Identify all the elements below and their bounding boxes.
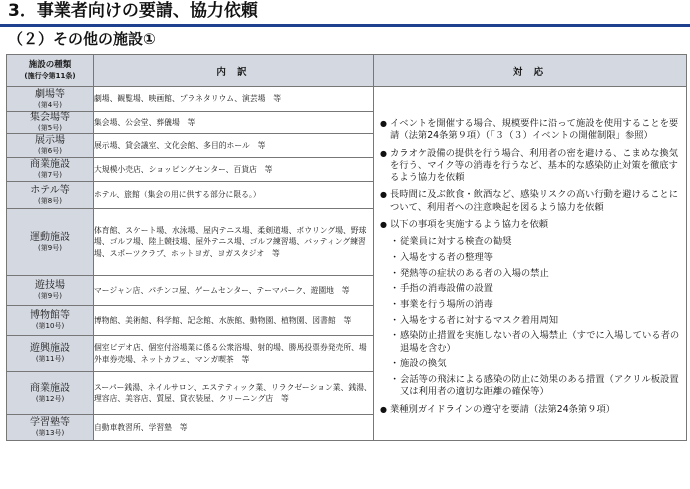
facility-article-label: (第9号): [38, 292, 62, 300]
facility-article-label: (第5号): [38, 124, 62, 132]
sub-bullet-mark: ・: [390, 267, 400, 279]
column-header-detail: 内 訳: [94, 55, 374, 87]
facility-type-label: ホテル等: [30, 184, 70, 196]
response-bullet-body: [390, 148, 682, 185]
facility-type-cell: [7, 158, 94, 182]
facility-detail-cell: 体育館、スケート場、水泳場、屋内テニス場、柔剣道場、ボウリング場、野球場、ゴルフ場、陸上競技場、屋外テニス場、ゴルフ練習場、バッティング練習場、スポーツクラブ、ホットヨガ、ヨガスタジオ 等: [94, 209, 374, 276]
facility-type-label: 遊興施設: [30, 343, 70, 354]
response-sub-item: [380, 374, 682, 399]
response-sub-text: 入場をする者の整理等: [400, 252, 493, 264]
response-sub-item: [380, 283, 682, 295]
facility-article-label: (第10号): [35, 322, 65, 330]
facility-article-label: (第11号): [35, 355, 65, 363]
facility-detail-cell: 自動車教習所、学習塾 等: [94, 415, 374, 441]
response-bullet: [380, 148, 682, 185]
facility-type-cell: [7, 336, 94, 372]
response-bullet: [380, 404, 682, 416]
title-divider: [0, 24, 690, 27]
response-bullet-text: 以下の事項を実施するよう協力を依頼: [390, 219, 549, 231]
sub-bullet-mark: ・: [390, 314, 400, 326]
sub-bullet-mark: ・: [390, 330, 400, 342]
response-bullet-body: [390, 189, 682, 214]
response-bullet-text: 長時間に及ぶ飲食・飲酒など、感染リスクの高い行動を避けることについて、利用者への注意喚起を図るよう協力を依頼: [390, 189, 679, 213]
response-sub-text: 入場をする者に対するマスク着用周知: [400, 314, 559, 326]
sub-bullet-mark: ・: [390, 283, 400, 295]
facility-type-label: 劇場等: [35, 88, 65, 100]
facility-detail-cell: スーパー銭湯、ネイルサロン、エステティック業、リラクゼーション業、銭湯、理容店、美容店、質屋、貸衣装屋、クリーニング店 等: [94, 372, 374, 415]
facility-type-cell: [7, 372, 94, 415]
facility-type-label: 商業施設: [30, 382, 70, 394]
sub-bullet-mark: ・: [390, 358, 400, 370]
response-bullet: [380, 219, 682, 231]
response-bullet: [380, 118, 682, 143]
section-subtitle: （２）その他の施設①: [8, 30, 156, 48]
facility-type-label: 遊技場: [35, 280, 65, 291]
column-header-type-label: 施設の種類: [28, 59, 72, 70]
facility-type-label: 商業施設: [30, 159, 70, 170]
facility-type-cell: [7, 182, 94, 209]
response-sub-text: 施設の換気: [400, 358, 447, 370]
response-sub-text: 発熱等の症状のある者の入場の禁止: [400, 267, 549, 279]
facility-article-label: (第4号): [38, 100, 62, 109]
facility-type-label: 運動施設: [30, 231, 70, 243]
facility-detail-cell: ホテル、旅館（集会の用に供する部分に限る。）: [94, 182, 374, 209]
page-title: 3．事業者向けの要請、協力依頼: [8, 1, 258, 21]
response-sub-item: [380, 236, 682, 248]
response-bullet-text: カラオケ設備の提供を行う場合、利用者の密を避ける、こまめな換気を行う、マイク等の消毒を行うなど、基本的な感染防止対策を徹底するよう協力を依頼: [390, 147, 679, 184]
response-sub-text: 従業員に対する検査の勧奨: [400, 236, 512, 248]
facility-detail-cell: 展示場、貸会議室、文化会館、多目的ホール 等: [94, 134, 374, 158]
response-sub-text: 事業を行う場所の消毒: [400, 299, 493, 311]
response-sub-item: [380, 358, 682, 370]
bullet-dot-icon: ●: [380, 118, 387, 128]
facility-type-cell: [7, 87, 94, 112]
facility-type-cell: [7, 112, 94, 134]
response-bullet-text: イベントを開催する場合、規模要件に沿って施設を使用することを要請（法第24条第９項）（「３（３）イベントの開催制限」参照）: [390, 117, 679, 142]
facility-type-label: 集会場等: [30, 112, 70, 123]
table-header-row: [7, 55, 687, 87]
facility-article-label: (第8号): [38, 196, 62, 205]
facility-type-label: 学習塾等: [30, 417, 70, 428]
response-sub-item: [380, 315, 682, 327]
facility-type-cell: [7, 306, 94, 336]
response-bullet-body: [390, 219, 682, 231]
facility-detail-cell: 大規模小売店、ショッピングセンター、百貨店 等: [94, 158, 374, 182]
sub-bullet-mark: ・: [390, 374, 400, 386]
facility-type-cell: [7, 276, 94, 306]
response-sub-item: [380, 252, 682, 264]
facility-article-label: (第13号): [35, 429, 65, 437]
facilities-table: [6, 54, 687, 441]
column-header-type-sub: (施行令第11条): [24, 71, 76, 80]
bullet-dot-icon: ●: [380, 190, 387, 200]
sub-bullet-mark: ・: [390, 252, 400, 264]
bullet-dot-icon: ●: [380, 220, 387, 230]
response-bullet-body: [390, 404, 682, 416]
facility-detail-cell: 個室ビデオ店、個室付浴場業に係る公衆浴場、射的場、勝馬投票券発売所、場外車券売場、ネットカフェ、マンガ喫茶 等: [94, 336, 374, 372]
response-sub-item: [380, 299, 682, 311]
response-bullet: [380, 189, 682, 214]
sub-bullet-mark: ・: [390, 236, 400, 248]
facility-type-cell: [7, 134, 94, 158]
response-sub-text: 会話等の飛沫による感染の防止に効果のある措置（アクリル板設置又は利用者の適切な距離の確保等）: [400, 374, 679, 398]
facility-article-label: (第12号): [35, 394, 65, 403]
response-sub-item: [380, 268, 682, 280]
response-sub-text: 手指の消毒設備の設置: [400, 283, 493, 295]
response-list: [374, 106, 686, 416]
facility-detail-cell: 博物館、美術館、科学館、記念館、水族館、動物園、植物園、図書館 等: [94, 306, 374, 336]
facility-type-label: 博物館等: [30, 310, 70, 321]
facility-article-label: (第7号): [38, 171, 62, 179]
column-header-response: 対 応: [374, 55, 687, 87]
response-cell: [374, 87, 687, 441]
column-header-type: [7, 55, 94, 87]
sub-bullet-mark: ・: [390, 299, 400, 311]
facility-article-label: (第6号): [38, 147, 62, 155]
response-sub-text: 感染防止措置を実施しない者の入場禁止（すでに入場している者の退場を含む）: [400, 330, 680, 354]
facility-type-label: 展示場: [35, 135, 65, 146]
facility-detail-cell: マージャン店、パチンコ屋、ゲームセンター、テーマパーク、遊園地 等: [94, 276, 374, 306]
table-row: [7, 87, 687, 112]
bullet-dot-icon: ●: [380, 404, 387, 414]
bullet-dot-icon: ●: [380, 148, 387, 158]
response-sub-item: [380, 330, 682, 355]
facility-detail-cell: 劇場、観覧場、映画館、プラネタリウム、演芸場 等: [94, 87, 374, 112]
facility-type-cell: [7, 209, 94, 276]
facility-article-label: (第9号): [38, 243, 62, 252]
facility-detail-cell: 集会場、公会堂、葬儀場 等: [94, 112, 374, 134]
facility-type-cell: [7, 415, 94, 441]
response-bullet-body: [390, 118, 682, 143]
response-bullet-text: 業種別ガイドラインの遵守を要請（法第24条第９項）: [390, 403, 616, 415]
